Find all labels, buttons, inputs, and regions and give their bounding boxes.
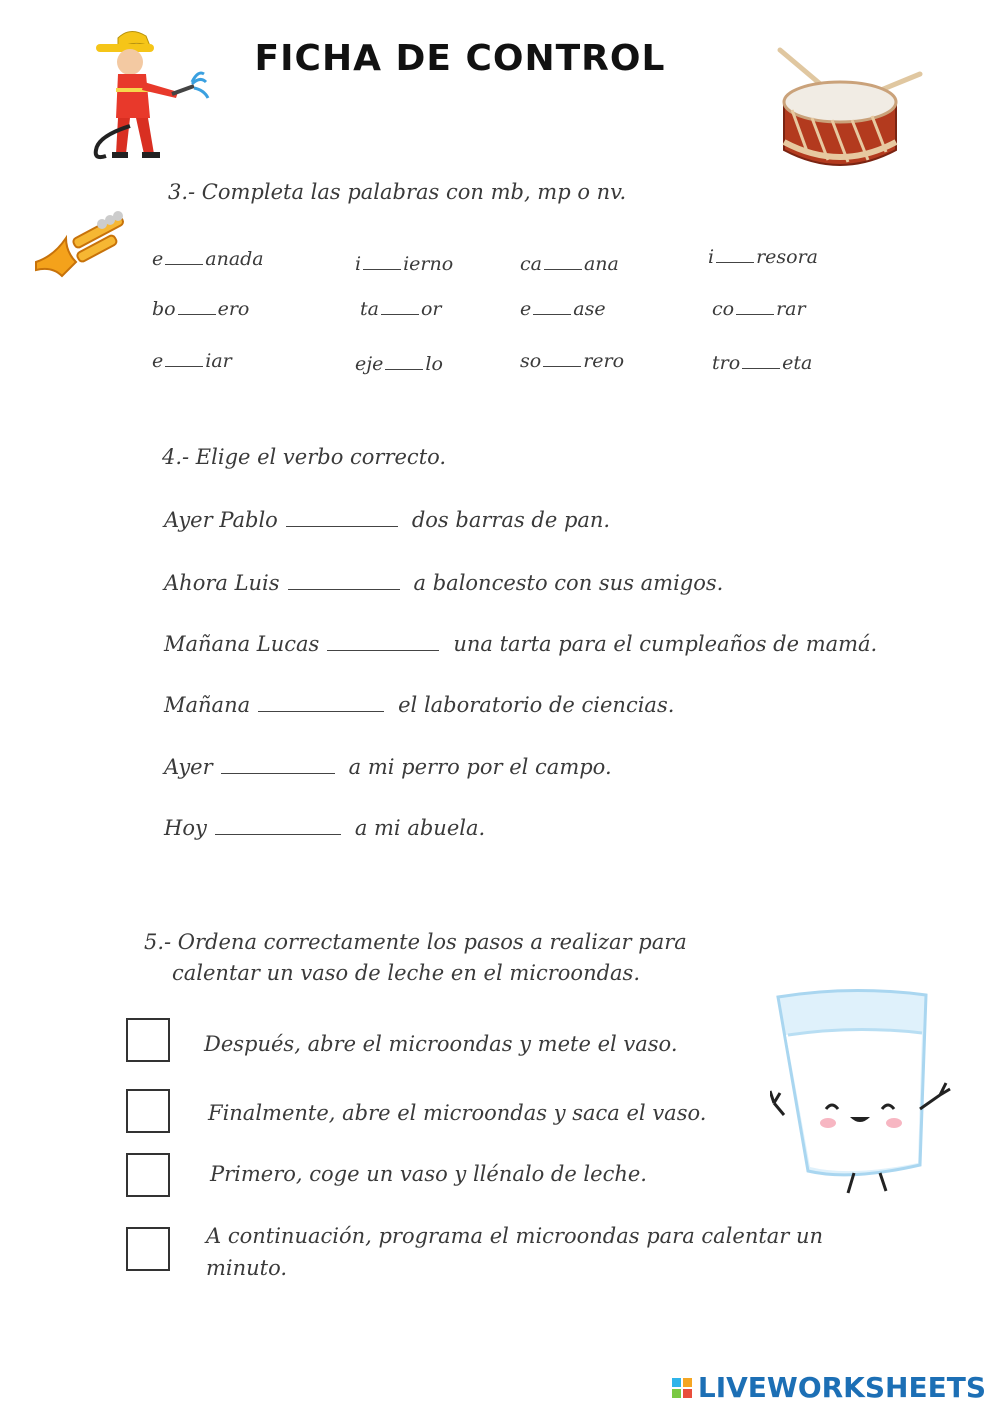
blank-line[interactable] xyxy=(385,357,423,370)
firefighter-icon xyxy=(88,26,213,166)
sentence: Mañana Lucas una tarta para el cumpleaños de mamá. xyxy=(164,632,878,656)
section-3-heading: 3.- Completa las palabras con mb, mp o nv. xyxy=(168,180,627,204)
sentence: Mañana el laboratorio de ciencias. xyxy=(164,693,675,717)
word-item: e iar xyxy=(152,350,232,372)
blank-line[interactable] xyxy=(716,250,754,263)
word-item: e ase xyxy=(520,298,606,320)
milk-glass-icon xyxy=(770,985,955,1200)
logo-text: LIVEWORKSHEETS xyxy=(697,1371,986,1404)
word-item: bo ero xyxy=(152,298,250,320)
order-checkbox[interactable] xyxy=(126,1153,170,1197)
word-item: ca ana xyxy=(520,253,619,275)
blank-line[interactable] xyxy=(165,354,203,367)
blank-line[interactable] xyxy=(178,302,216,315)
answer-line[interactable] xyxy=(327,636,439,651)
step-text: A continuación, programa el microondas para calentar un minuto. xyxy=(206,1224,824,1280)
drum-icon xyxy=(772,42,927,172)
liveworksheets-logo xyxy=(672,1371,986,1404)
sentence: Ayer Pablo dos barras de pan. xyxy=(164,508,611,532)
sentence: Hoy a mi abuela. xyxy=(164,816,486,840)
sentence: Ahora Luis a baloncesto con sus amigos. xyxy=(164,571,724,595)
word-item: e anada xyxy=(152,248,264,270)
logo-cube xyxy=(672,1378,681,1387)
blank-line[interactable] xyxy=(165,252,203,265)
blank-line[interactable] xyxy=(736,302,774,315)
section-4-heading: 4.- Elige el verbo correcto. xyxy=(162,445,447,469)
step-text: Después, abre el microondas y mete el vaso. xyxy=(204,1032,678,1056)
blank-line[interactable] xyxy=(363,257,401,270)
trumpet-icon xyxy=(32,210,132,306)
word-item: ta or xyxy=(360,298,442,320)
answer-line[interactable] xyxy=(286,512,398,527)
order-checkbox[interactable] xyxy=(126,1089,170,1133)
order-checkbox[interactable] xyxy=(126,1227,170,1271)
section-5-heading: 5.- Ordena correctamente los pasos a realizar para xyxy=(144,930,687,954)
blank-line[interactable] xyxy=(742,356,780,369)
blank-line[interactable] xyxy=(381,302,419,315)
answer-line[interactable] xyxy=(221,759,335,774)
page-title: FICHA DE CONTROL xyxy=(254,38,666,79)
word-item: i resora xyxy=(708,246,819,268)
step-text: Finalmente, abre el microondas y saca el vaso. xyxy=(208,1101,707,1125)
answer-line[interactable] xyxy=(215,820,341,835)
word-item: eje lo xyxy=(355,353,443,375)
logo-cube xyxy=(672,1389,681,1398)
blank-line[interactable] xyxy=(543,354,581,367)
logo-cube xyxy=(683,1389,692,1398)
word-item: tro eta xyxy=(712,352,813,374)
word-item: so rero xyxy=(520,350,625,372)
step-text: Primero, coge un vaso y llénalo de leche. xyxy=(210,1162,647,1186)
order-checkbox[interactable] xyxy=(126,1018,170,1062)
logo-cube xyxy=(683,1378,692,1387)
word-item: i ierno xyxy=(355,253,454,275)
section-5-heading-line2: calentar un vaso de leche en el microondas. xyxy=(172,961,641,985)
logo-cubes-icon xyxy=(672,1378,692,1398)
answer-line[interactable] xyxy=(288,575,400,590)
word-item: co rar xyxy=(712,298,806,320)
answer-line[interactable] xyxy=(258,697,384,712)
blank-line[interactable] xyxy=(544,257,582,270)
sentence: Ayer a mi perro por el campo. xyxy=(164,755,612,779)
blank-line[interactable] xyxy=(533,302,571,315)
